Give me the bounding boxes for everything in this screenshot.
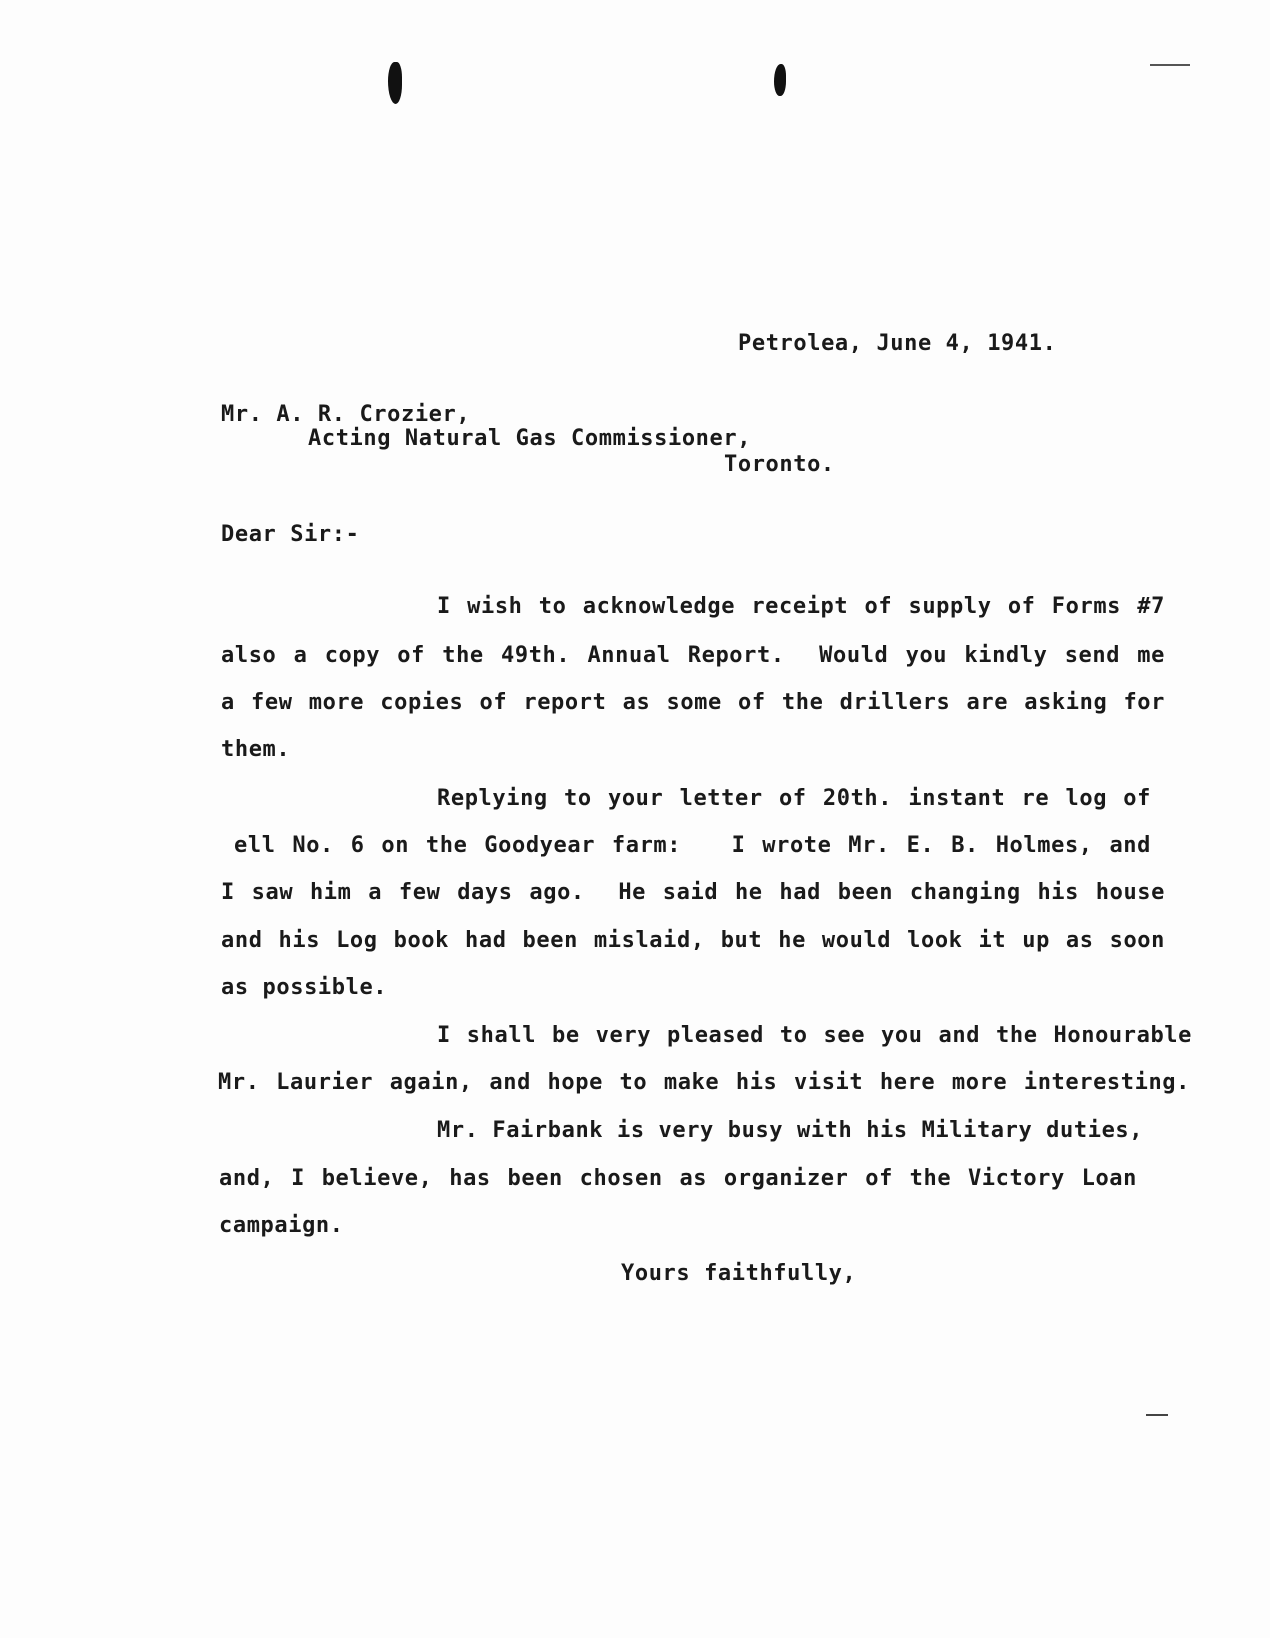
paragraph2-line: and his Log book had been mislaid, but he would look it up as soon [221,928,1165,953]
recipient-name: Mr. A. R. Crozier, [221,402,471,427]
closing: Yours faithfully, [621,1261,857,1286]
recipient-city: Toronto. [724,452,835,477]
paragraph3-line: I shall be very pleased to see you and the Honourable [437,1023,1192,1048]
scan-smudge [1150,64,1190,66]
dateline: Petrolea, June 4, 1941. [738,331,1057,356]
paragraph4-line: Mr. Fairbank is very busy with his Military duties, [437,1118,1144,1143]
punch-hole-mark [388,62,402,104]
paragraph2-line: ell No. 6 on the Goodyear farm: I wrote Mr. E. B. Holmes, and [234,833,1151,858]
paragraph4-line: campaign. [219,1213,344,1238]
recipient-title: Acting Natural Gas Commissioner, [308,426,752,451]
salutation: Dear Sir:- [221,522,360,547]
paragraph1-line: a few more copies of report as some of the drillers are asking for [221,690,1165,715]
paragraph1-line: also a copy of the 49th. Annual Report. Would you kindly send me [221,643,1165,668]
paragraph1-line: I wish to acknowledge receipt of supply of Forms #7 [437,594,1165,619]
paragraph4-line: and, I believe, has been chosen as organizer of the Victory Loan [219,1166,1137,1191]
scan-smudge [1146,1414,1168,1416]
paragraph2-line: I saw him a few days ago. He said he had been changing his house [221,880,1165,905]
paragraph1-line: them. [221,737,291,762]
paragraph2-line: Replying to your letter of 20th. instant re log of [437,786,1151,811]
punch-hole-mark [774,64,786,96]
paragraph3-line: Mr. Laurier again, and hope to make his visit here more interesting. [218,1070,1190,1095]
paragraph2-line: as possible. [221,975,388,1000]
